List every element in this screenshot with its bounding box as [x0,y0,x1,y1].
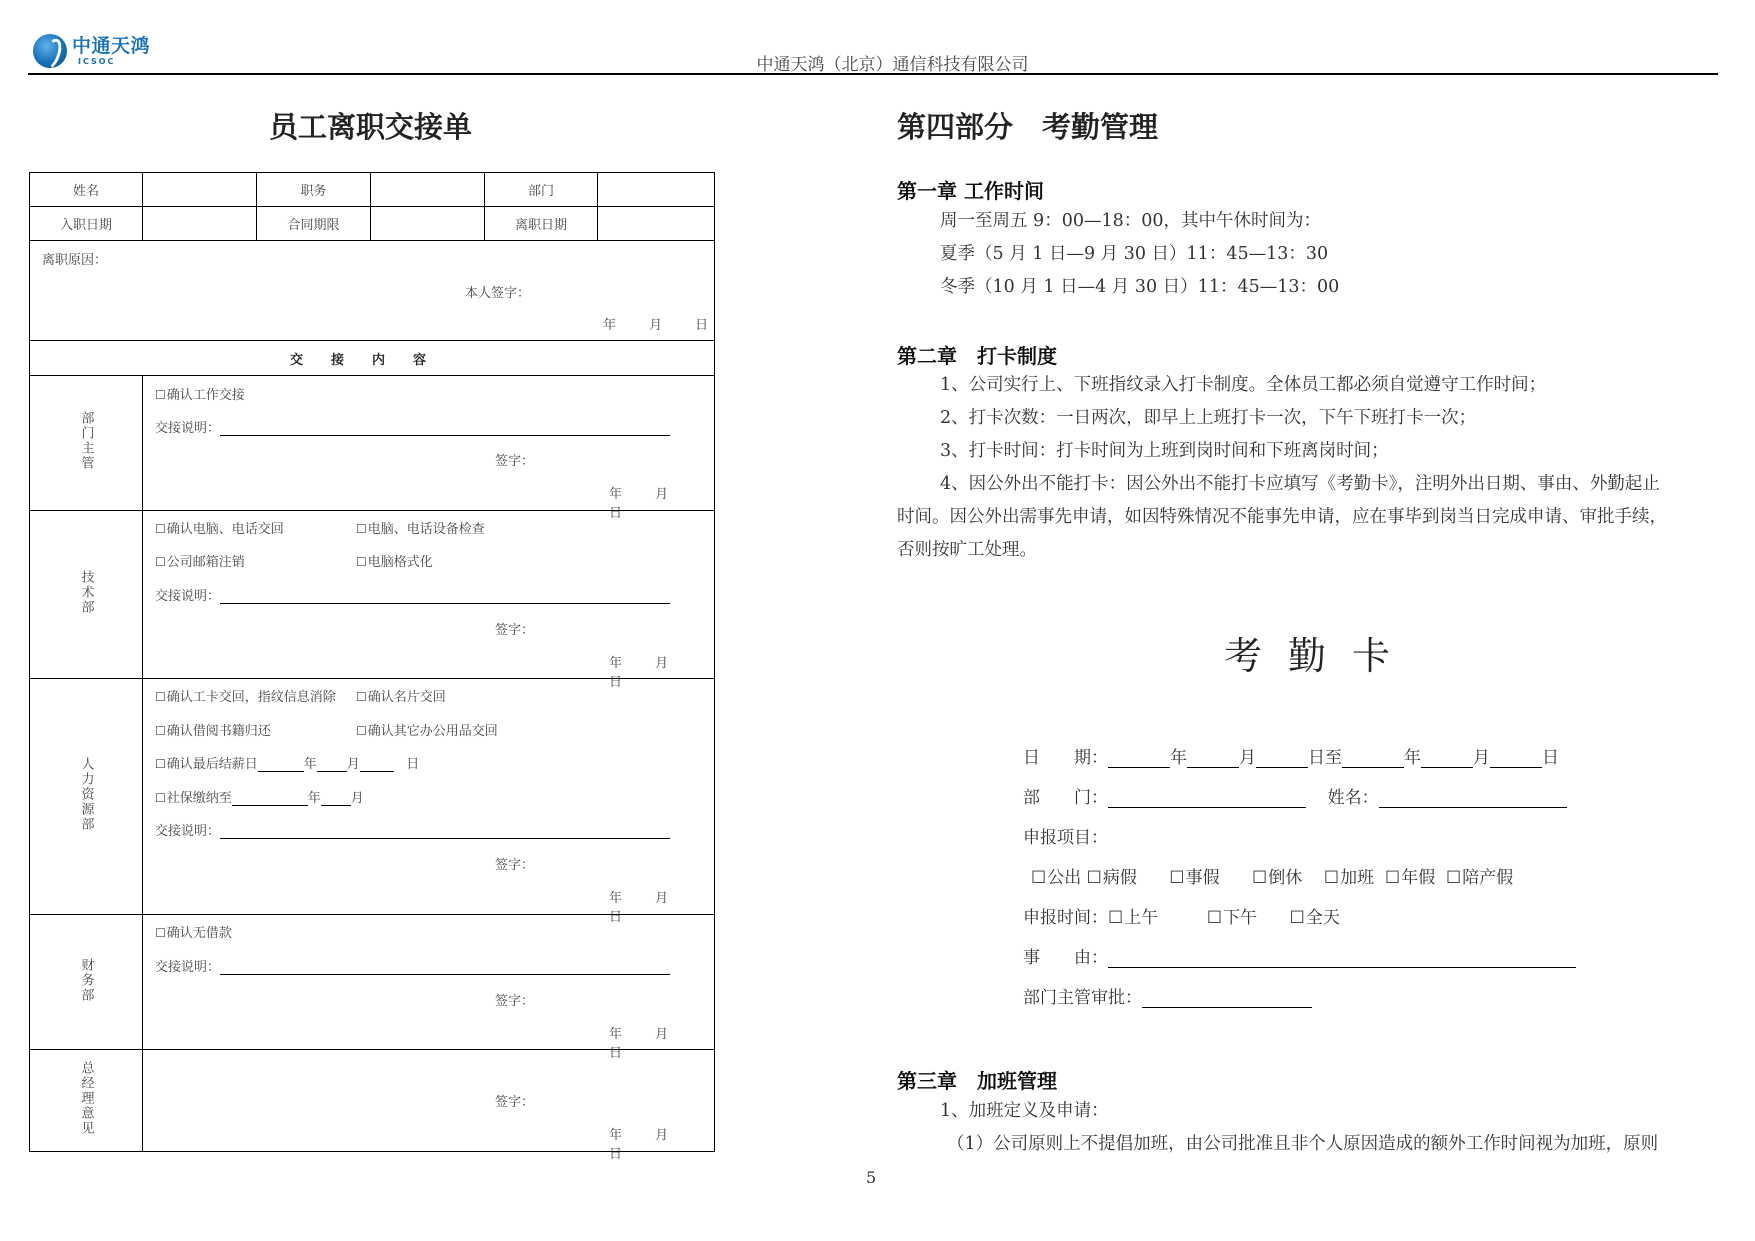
explain-input[interactable] [220,960,670,975]
ch2-p1: 1、公司实行上、下班指纹录入打卡制度。全体员工都必须自觉遵守工作时间； [940,375,1547,395]
card-options-row [1031,863,1513,888]
ch1-line1: 周一至周五 9：00—18：00，其中午休时间为： [940,211,1321,231]
date-to-year[interactable] [1342,751,1404,768]
final-pay-day-input[interactable] [360,757,394,772]
label-name: 姓名 [30,173,143,207]
ch1-line3: 冬季（10 月 1 日—4 月 30 日）11：45—13：00 [940,277,1340,297]
ch2-p4b: 时间。因公外出需事先申请，如因特殊情况不能事先申请，应在事毕到岗当日完成申请、审批手续， [897,507,1667,527]
social-security-row: ☐ 社保缴纳至 年 月 [155,787,364,806]
ch2-p4a: 4、因公外出不能打卡：因公外出不能打卡应填写《考勤卡》，注明外出日期、事由、外勤起止 [940,474,1660,494]
company-name: 中通天鸿（北京）通信科技有限公司 [756,55,1029,75]
chapter3-title: 第三章 加班管理 [897,1069,1057,1093]
label-hire-date: 入职日期 [30,207,143,241]
sign-label: 签字： [495,454,535,469]
checkbox-email-cancel[interactable]: ☐ 公司邮箱注销 [155,551,245,570]
explain-row: 交接说明： [155,956,670,975]
sign-label: 签字： [495,994,535,1009]
date-line: 年 月 日 [609,656,669,690]
checkbox-namecard-returned[interactable]: ☐ 确认名片交回 [356,686,446,705]
date-from-day[interactable] [1256,751,1308,768]
card-name-input[interactable] [1379,791,1567,808]
finance-label: 财务部 [30,915,143,1050]
gm-block[interactable] [143,1050,715,1162]
tech-label: 技术部 [30,511,143,679]
option-business-trip[interactable]: ☐ 公出 [1031,868,1081,888]
self-sign-label: 本人签字： [465,286,531,301]
header-divider [28,73,1718,75]
label-leave-date: 离职日期 [485,207,598,241]
ch2-p3: 3、打卡时间：打卡时间为上班到岗时间和下班离岗时间； [940,441,1389,461]
date-from-year[interactable] [1108,751,1170,768]
sign-label: 签字： [495,1095,535,1110]
checkbox-device-check[interactable]: ☐ 电脑、电话设备检查 [356,518,485,537]
card-title: 考勤卡 [1223,634,1416,678]
field-hire-date[interactable] [143,207,257,241]
card-time-row: 申报时间：☐ 上午 ☐ 下午 ☐ 全天 [1023,903,1340,928]
page-number: 5 [866,1168,877,1187]
final-pay-row: ☐ 确认最后结薪日 年 月 日 [155,753,419,772]
tech-block [143,511,715,690]
option-compensatory[interactable]: ☐ 倒休 [1252,868,1302,888]
explain-row: 交接说明： [155,820,670,839]
dept-mgr-block [143,376,715,521]
explain-input[interactable] [220,589,670,604]
field-contract-term[interactable] [371,207,485,241]
checkbox-no-loan[interactable]: ☐ 确认无借款 [155,922,232,941]
chapter2-title: 第二章 打卡制度 [897,344,1057,368]
ch3-p2: （1）公司原则上不提倡加班，由公司批准且非个人原因造成的额外工作时间视为加班，原则 [947,1134,1659,1154]
chapter1-title: 第一章 工作时间 [897,179,1044,203]
option-sick-leave[interactable]: ☐ 病假 [1087,868,1137,888]
checkbox-office-supplies[interactable]: ☐ 确认其它办公用品交回 [356,720,498,739]
checkbox-card-returned[interactable]: ☐ 确认工卡交回，指纹信息消除 [155,686,336,705]
ch1-line2: 夏季（5 月 1 日—9 月 30 日）11：45—13：30 [940,244,1329,264]
social-security-month-input[interactable] [321,791,351,806]
ch2-p4c: 否则按旷工处理。 [897,540,1037,560]
card-approve-row: 部门主管审批： [1023,983,1312,1008]
explain-row: 交接说明： [155,585,670,604]
reason-label: 离职原因： [42,253,108,268]
sign-label: 签字： [495,858,535,873]
date-line: 年 月 日 [609,1027,669,1061]
card-dept-row: 部 门： 姓名： [1023,783,1567,808]
option-overtime[interactable]: ☐ 加班 [1324,868,1374,888]
card-approve-input[interactable] [1142,991,1312,1008]
gm-label: 总经理意见 [30,1050,143,1152]
date-line: 年 月 日 [609,487,669,521]
logo-cn: 中通天鸿 [72,34,151,57]
checkbox-books-returned[interactable]: ☐ 确认借阅书籍归还 [155,720,271,739]
card-reason-row: 事 由： [1023,943,1576,968]
part-title: 第四部分 考勤管理 [897,110,1159,144]
date-line: 年 月 日 [609,1128,669,1162]
checkbox-phone-returned[interactable]: ☐ 确认电脑、电话交回 [155,518,284,537]
time-afternoon[interactable]: ☐ 下午 [1207,908,1257,928]
reason-date: 年 月 日 [603,318,709,333]
date-line: 年 月 日 [609,891,669,925]
checkbox-work-handover[interactable]: ☐ 确认工作交接 [155,384,245,403]
explain-input[interactable] [220,421,670,436]
label-position: 职务 [257,173,371,207]
checkbox-social-security[interactable]: ☐ 社保缴纳至 [155,791,232,806]
form-title: 员工离职交接单 [268,110,472,144]
social-security-year-input[interactable] [232,791,308,806]
card-date-row: 日 期： 年 月 日至 年 月 日 [1023,748,1559,768]
section-head: 交接内容 [30,341,715,376]
ch3-p1: 1、加班定义及申请： [940,1101,1109,1121]
date-from-month[interactable] [1187,751,1239,768]
field-leave-date[interactable] [598,207,715,241]
reason-cell[interactable] [30,241,715,341]
ch2-p2: 2、打卡次数：一日两次，即早上上班打卡一次，下午下班打卡一次； [940,408,1477,428]
dept-mgr-label: 部门主管 [30,376,143,511]
logo-en: ICSOC [78,56,116,66]
date-to-day[interactable] [1490,751,1542,768]
field-name[interactable] [143,173,257,207]
time-full-day[interactable]: ☐ 全天 [1290,908,1340,928]
explain-input[interactable] [220,824,670,839]
field-department[interactable] [598,173,715,207]
checkbox-format-pc[interactable]: ☐ 电脑格式化 [356,551,433,570]
field-position[interactable] [371,173,485,207]
option-paternity-leave[interactable]: ☐ 陪产假 [1446,868,1513,888]
card-reason-input[interactable] [1108,951,1576,968]
option-personal-leave[interactable]: ☐ 事假 [1169,868,1219,888]
checkbox-final-pay[interactable]: ☐ 确认最后结薪日 [155,757,258,772]
card-dept-input[interactable] [1108,791,1306,808]
explain-row: 交接说明： [155,417,670,436]
finance-block [143,915,715,1061]
final-pay-year-input[interactable] [258,757,304,772]
date-to-month[interactable] [1421,751,1473,768]
hr-label: 人力资源部 [30,679,143,915]
time-morning[interactable]: ☐ 上午 [1108,908,1158,928]
final-pay-month-input[interactable] [317,757,347,772]
option-annual-leave[interactable]: ☐ 年假 [1385,868,1435,888]
card-item-label: 申报项目： [1023,828,1108,848]
label-contract-term: 合同期限 [257,207,371,241]
label-department: 部门 [485,173,598,207]
handover-form [29,172,715,1162]
hr-block [143,679,715,925]
sign-label: 签字： [495,623,535,638]
